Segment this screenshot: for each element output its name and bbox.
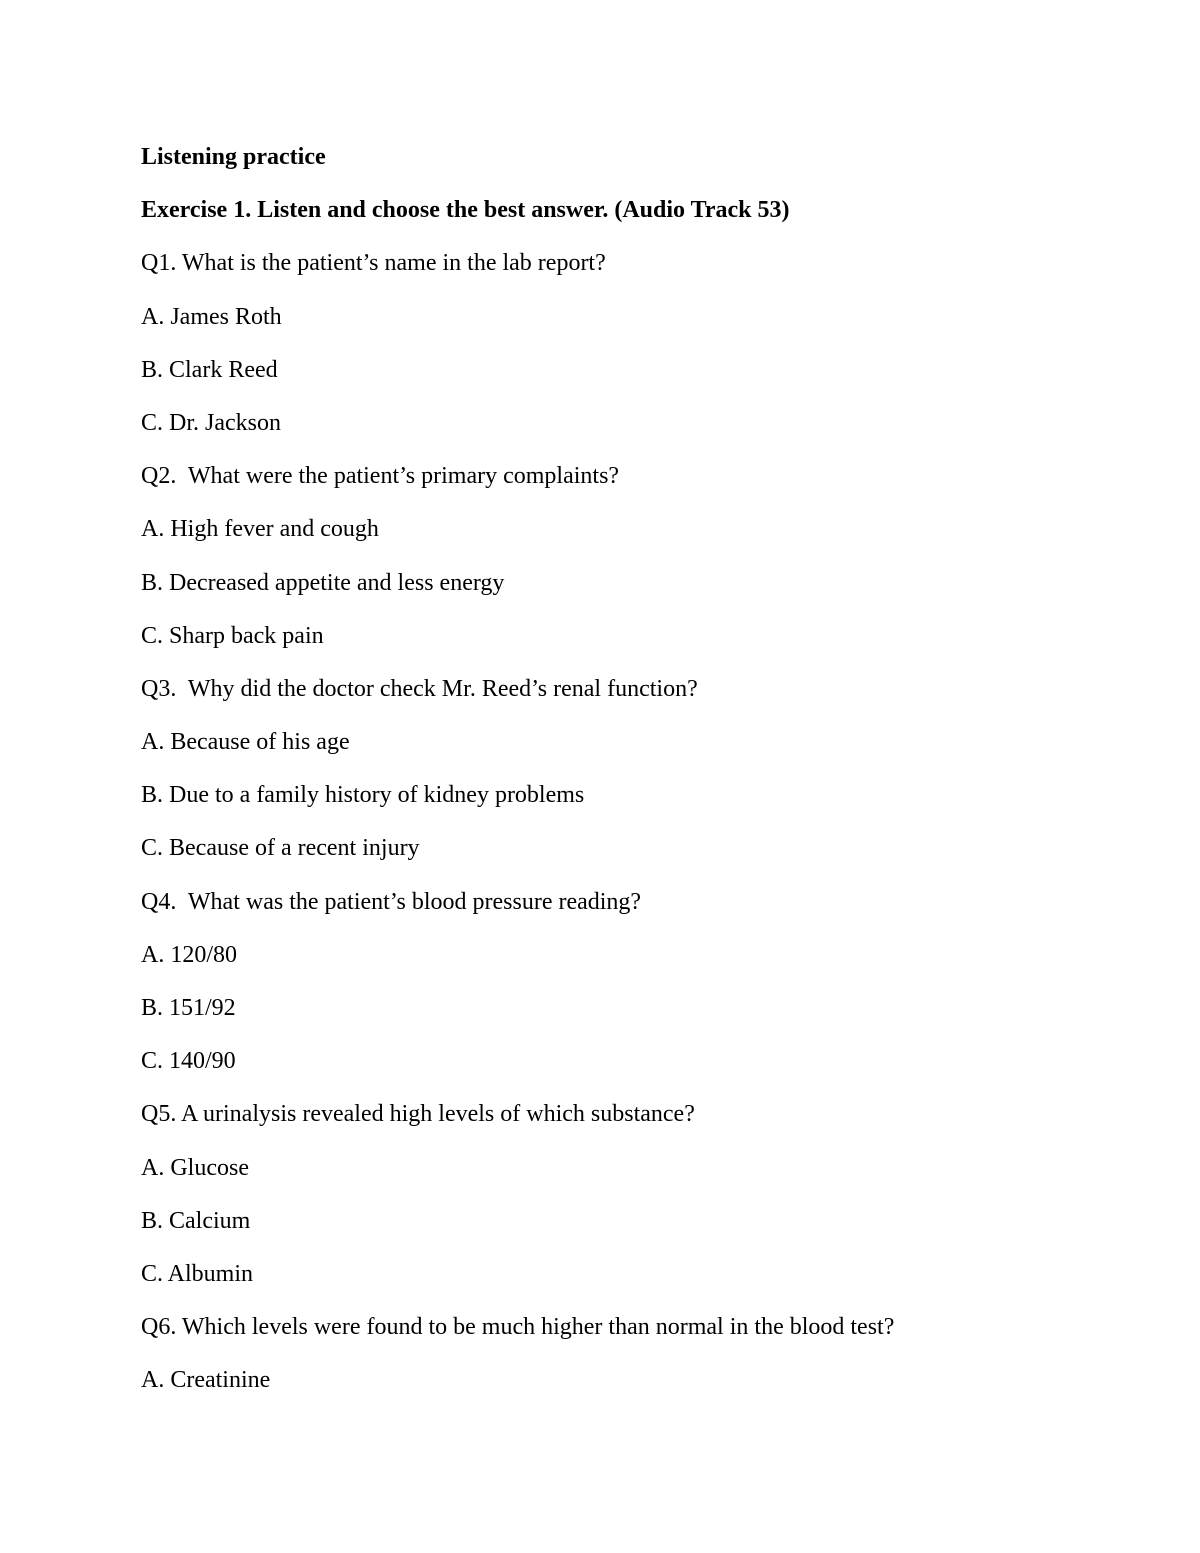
question-block-1 — [141, 246, 1101, 459]
question-block-4 — [141, 885, 1101, 1098]
heading: Listening practice — [141, 144, 326, 170]
answer-option: B. Clark Reed — [141, 356, 278, 383]
answer-option: B. Due to a family history of kidney problems — [141, 782, 585, 809]
question-block-5 — [141, 1097, 1101, 1310]
document-content — [141, 140, 1101, 1417]
answer-option: A. High fever and cough — [141, 516, 379, 543]
question-text: Q6. Which levels were found to be much higher than normal in the blood test? — [141, 1314, 895, 1341]
answer-option: C. Because of a recent injury — [141, 835, 420, 862]
answer-option: C. Sharp back pain — [141, 622, 324, 649]
question-text: Q1. What is the patient’s name in the lab report? — [141, 250, 606, 277]
answer-option: B. 151/92 — [141, 995, 236, 1021]
answer-option: A. James Roth — [141, 303, 282, 330]
question-block-2 — [141, 459, 1101, 672]
exercise-title: Exercise 1. Listen and choose the best answer. (Audio Track 53) — [141, 197, 790, 224]
answer-option: C. 140/90 — [141, 1048, 236, 1075]
question-text: Q5. A urinalysis revealed high levels of which substance? — [141, 1101, 695, 1128]
question-text: Q3. Why did the doctor check Mr. Reed’s renal function? — [141, 675, 698, 702]
answer-option: A. Because of his age — [141, 729, 350, 756]
question-block-3 — [141, 672, 1101, 885]
answer-option: C. Dr. Jackson — [141, 409, 281, 436]
answer-option: A. Creatinine — [141, 1367, 271, 1394]
answer-option: C. Albumin — [141, 1260, 254, 1287]
question-text: Q4. What was the patient’s blood pressure reading? — [141, 888, 642, 915]
answer-option: A. Glucose — [141, 1154, 249, 1181]
answer-option: A. 120/80 — [141, 941, 237, 968]
answer-option: B. Decreased appetite and less energy — [141, 569, 505, 596]
question-block-6 — [141, 1310, 1101, 1416]
question-text: Q2. What were the patient’s primary complaints? — [141, 463, 620, 490]
answer-option: B. Calcium — [141, 1207, 251, 1234]
